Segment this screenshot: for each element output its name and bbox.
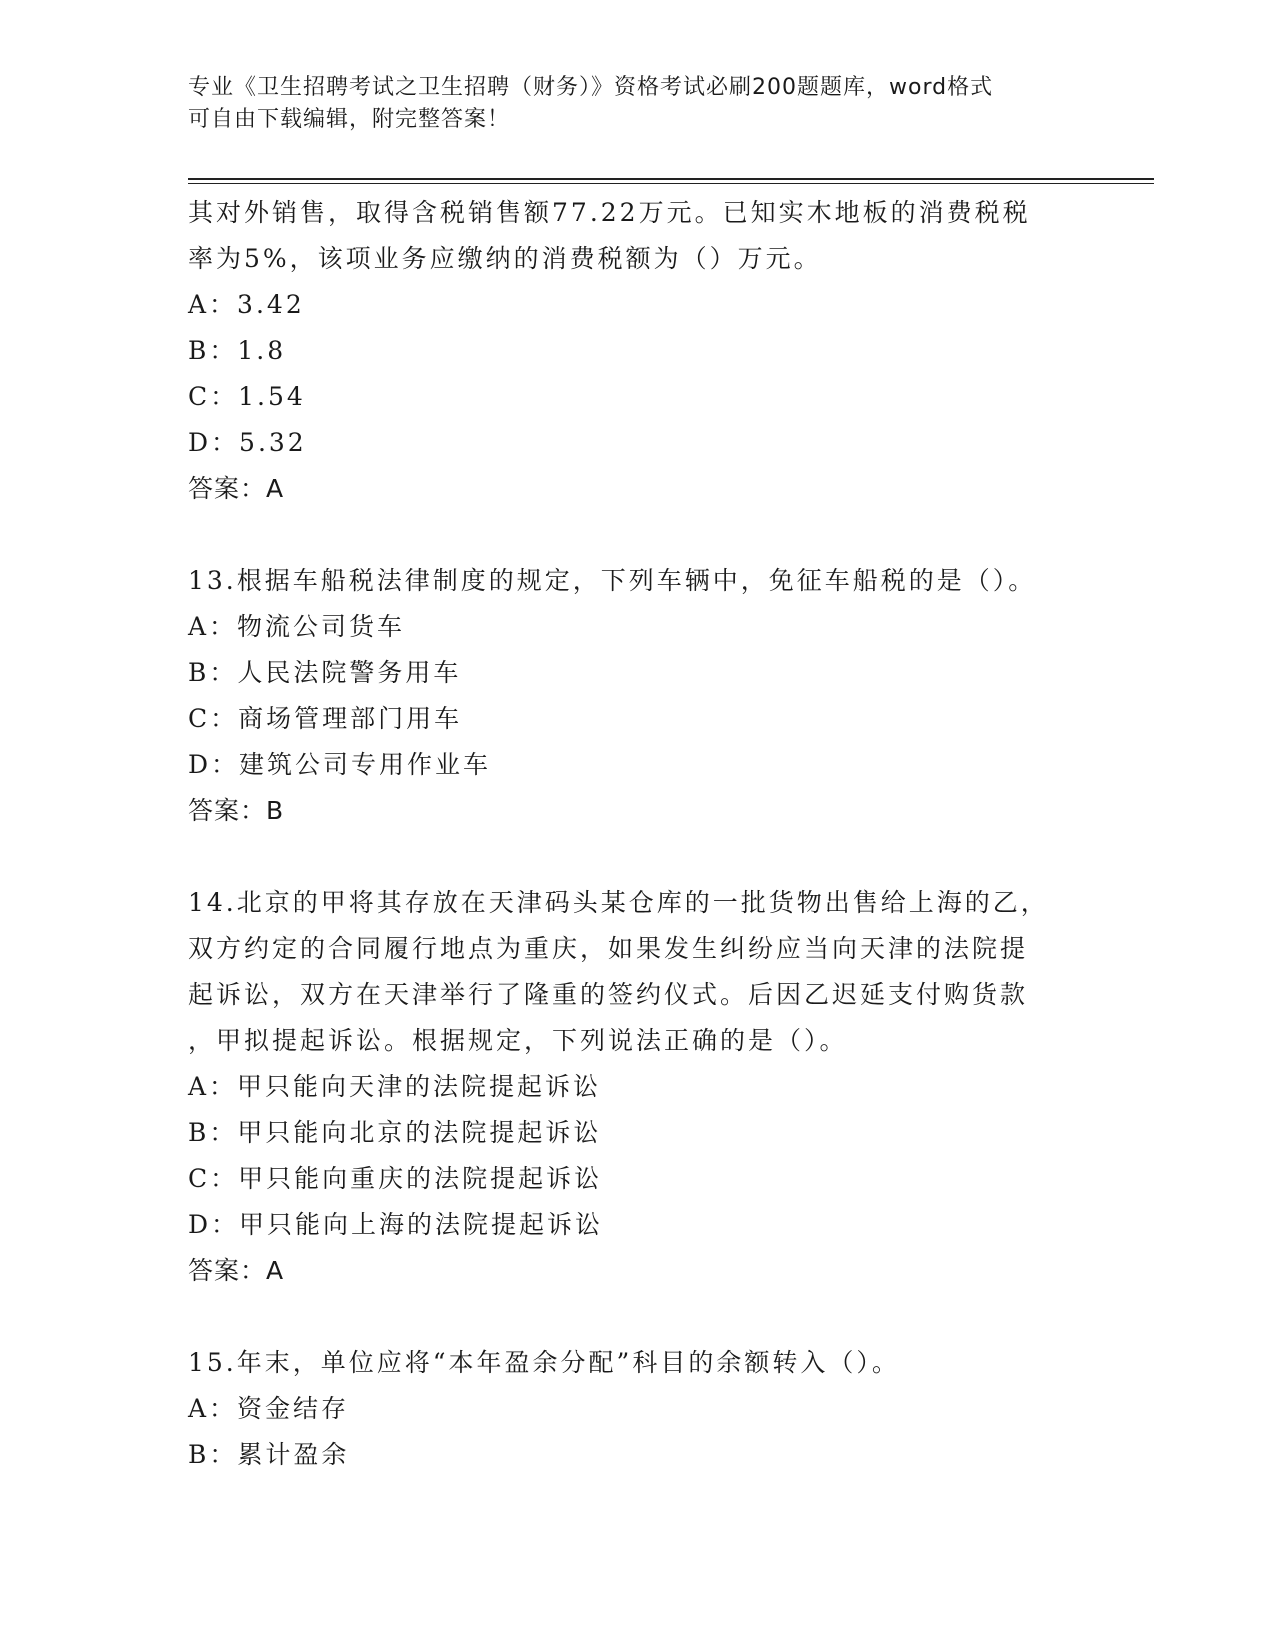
option-b: B：甲只能向北京的法院提起诉讼 (188, 1118, 602, 1147)
option-a: A：3.42 (188, 290, 305, 319)
question-13 (188, 558, 1068, 834)
question-text-line: 起诉讼，双方在天津举行了隆重的签约仪式。后因乙迟延支付购货款 (188, 980, 1029, 1009)
question-text-line: 率为5%，该项业务应缴纳的消费税额为（）万元。 (188, 244, 822, 273)
spacer (188, 834, 1068, 880)
header-divider-bottom (188, 183, 1154, 184)
spacer (188, 1294, 1068, 1340)
option-d: D：5.32 (188, 428, 307, 457)
header-divider-top (188, 178, 1154, 180)
option-a: A：甲只能向天津的法院提起诉讼 (188, 1072, 602, 1101)
question-text-line: 14.北京的甲将其存放在天津码头某仓库的一批货物出售给上海的乙， (188, 888, 1049, 917)
option-c: C：商场管理部门用车 (188, 704, 463, 733)
question-14 (188, 880, 1068, 1294)
question-content (188, 190, 1068, 1478)
header-line-2: 可自由下载编辑，附完整答案！ (188, 107, 511, 132)
question-text-line: 15.年末，单位应将“本年盈余分配”科目的余额转入（）。 (188, 1348, 900, 1377)
answer: 答案：B (188, 796, 285, 825)
page-header (188, 72, 1068, 136)
option-c: C：1.54 (188, 382, 306, 411)
option-d: D：建筑公司专用作业车 (188, 750, 492, 779)
question-15 (188, 1340, 1068, 1478)
option-b: B：人民法院警务用车 (188, 658, 462, 687)
spacer (188, 512, 1068, 558)
option-b: B：累计盈余 (188, 1440, 350, 1469)
answer: 答案：A (188, 474, 285, 503)
option-d: D：甲只能向上海的法院提起诉讼 (188, 1210, 604, 1239)
question-12 (188, 190, 1068, 512)
option-a: A：物流公司货车 (188, 612, 406, 641)
question-text-line: 其对外销售，取得含税销售额77.22万元。已知实木地板的消费税税 (188, 198, 1031, 227)
option-a: A：资金结存 (188, 1394, 350, 1423)
question-text-line: 13.根据车船税法律制度的规定，下列车辆中，免征车船税的是（）。 (188, 566, 1037, 595)
option-c: C：甲只能向重庆的法院提起诉讼 (188, 1164, 603, 1193)
question-text-line: 双方约定的合同履行地点为重庆，如果发生纠纷应当向天津的法院提 (188, 934, 1029, 963)
question-text-line: ，甲拟提起诉讼。根据规定，下列说法正确的是（）。 (188, 1026, 848, 1055)
header-line-1: 专业《卫生招聘考试之卫生招聘（财务）》资格考试必刷200题题库，word格式 (188, 75, 994, 100)
answer: 答案：A (188, 1256, 285, 1285)
option-b: B：1.8 (188, 336, 287, 365)
